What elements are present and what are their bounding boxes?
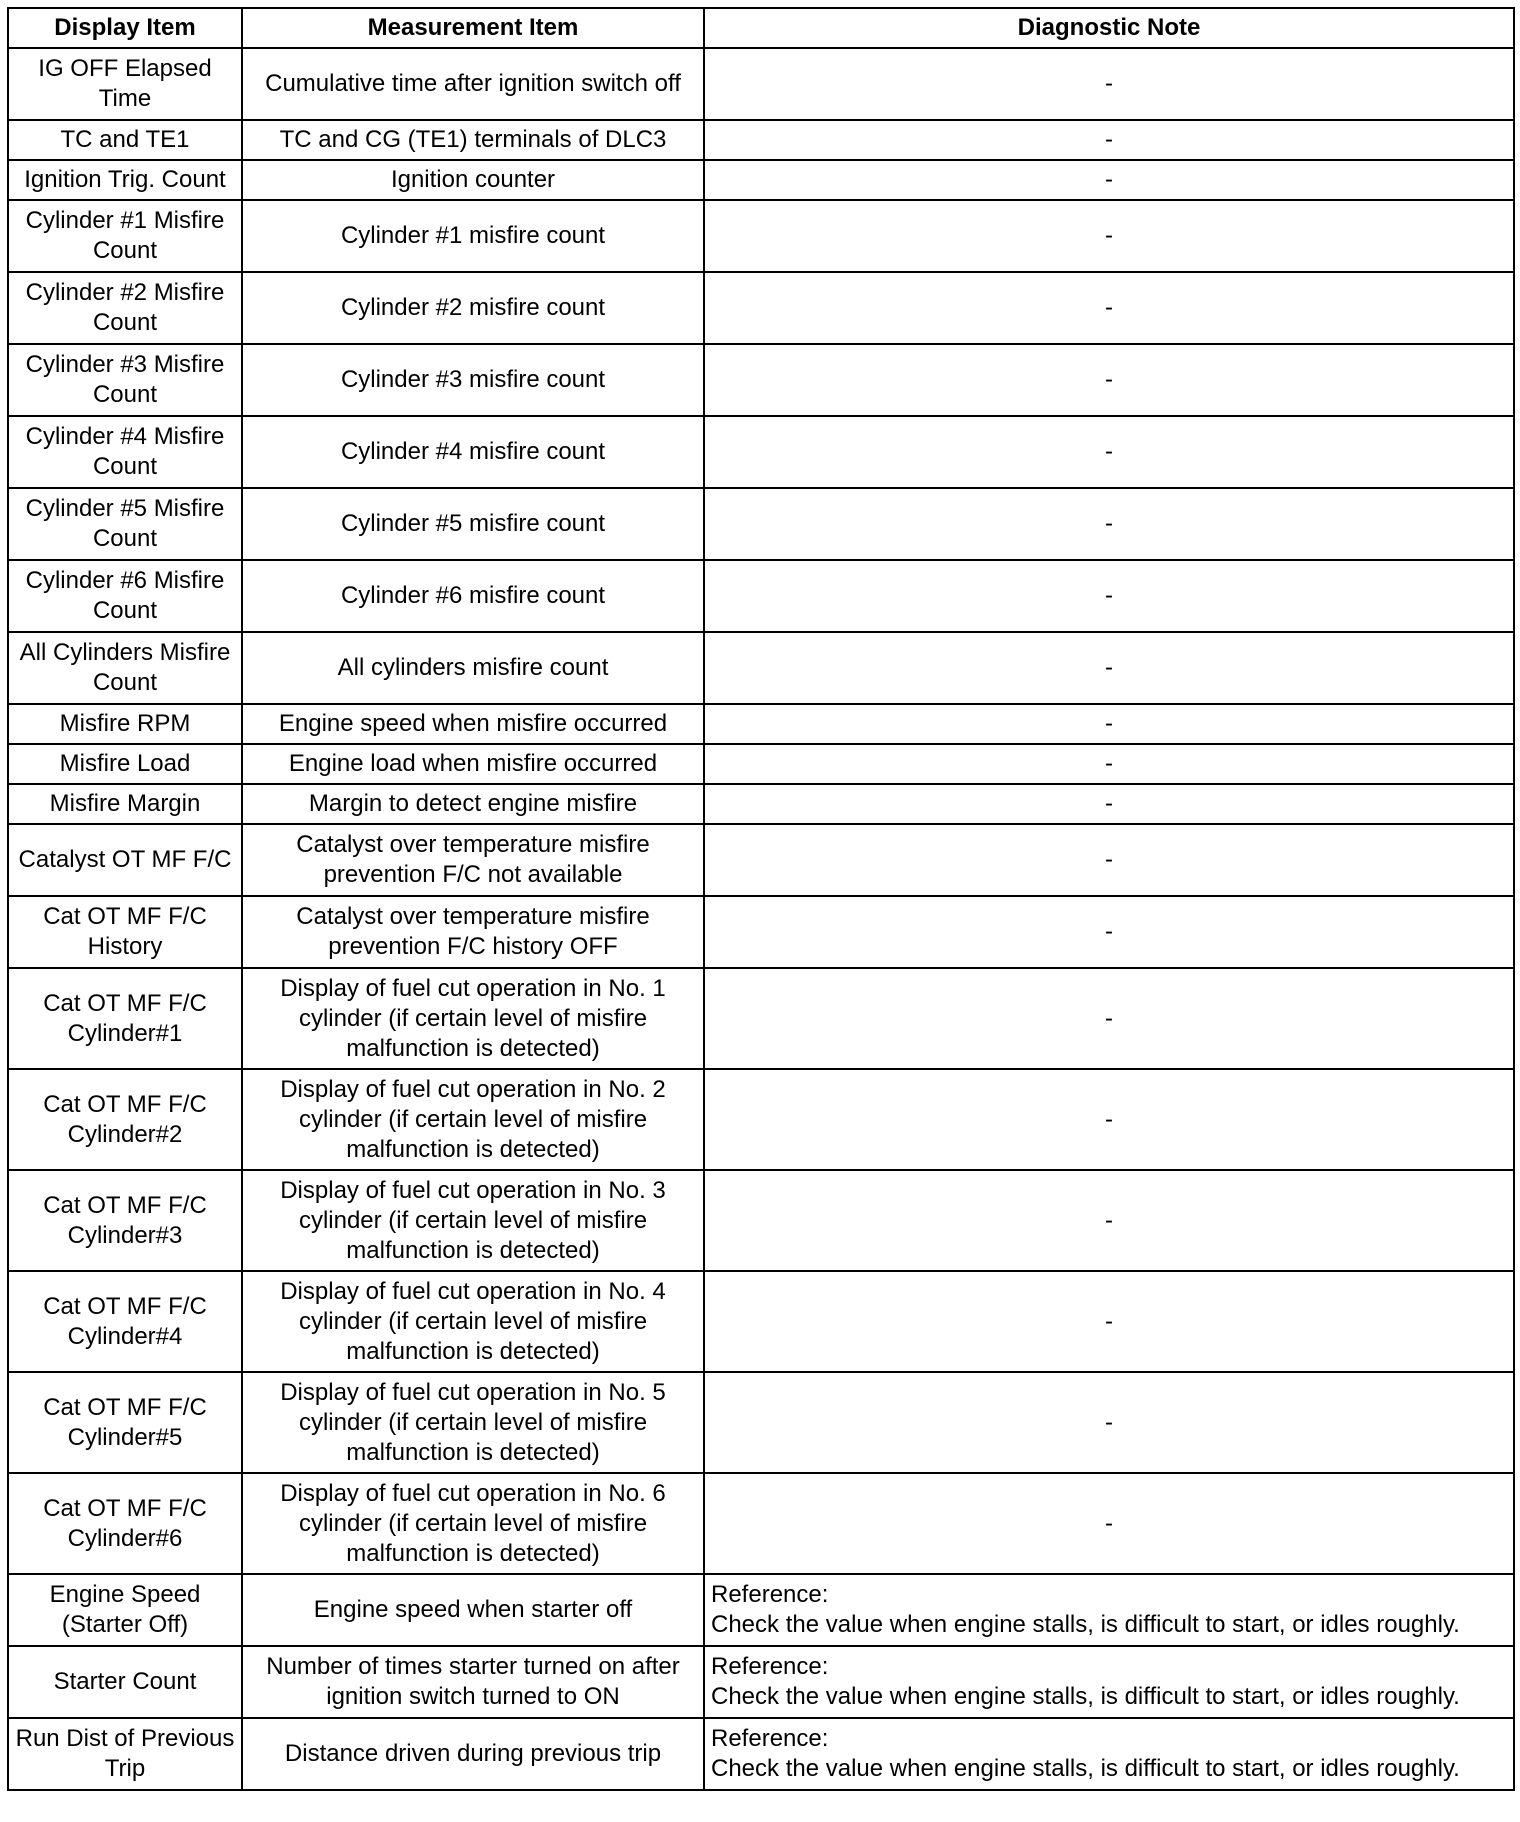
table-row (8, 488, 1514, 560)
display-item-cell: Catalyst OT MF F/C (8, 824, 242, 896)
measurement-item-cell: Display of fuel cut operation in No. 6 cylinder (if certain level of misfire malfunction is detected) (242, 1473, 704, 1574)
note-reference-label: Reference: (711, 1581, 829, 1608)
display-item-cell: Ignition Trig. Count (8, 160, 242, 200)
data-list-table (7, 7, 1515, 1791)
display-item-cell: Cat OT MF F/C Cylinder#3 (8, 1170, 242, 1271)
diagnostic-note-cell: - (704, 744, 1514, 784)
table-row (8, 1646, 1514, 1718)
display-item-cell: Engine Speed (Starter Off) (8, 1574, 242, 1646)
table-row (8, 632, 1514, 704)
data-list-table-container (7, 7, 1513, 1791)
display-item-cell: Cylinder #5 Misfire Count (8, 488, 242, 560)
diagnostic-note-cell (704, 1718, 1514, 1790)
table-row (8, 160, 1514, 200)
table-row (8, 704, 1514, 744)
diagnostic-note-cell: - (704, 824, 1514, 896)
measurement-item-cell: Catalyst over temperature misfire prevention F/C not available (242, 824, 704, 896)
display-item-cell: Cylinder #1 Misfire Count (8, 200, 242, 272)
table-row (8, 48, 1514, 120)
measurement-item-cell: Engine speed when misfire occurred (242, 704, 704, 744)
diagnostic-note-cell: - (704, 560, 1514, 632)
note-reference-text: Check the value when engine stalls, is difficult to start, or idles roughly. (711, 1683, 1460, 1710)
measurement-item-cell: Engine load when misfire occurred (242, 744, 704, 784)
measurement-item-cell: Cumulative time after ignition switch off (242, 48, 704, 120)
diagnostic-note-cell: - (704, 48, 1514, 120)
diagnostic-note-cell: - (704, 632, 1514, 704)
display-item-cell: Run Dist of Previous Trip (8, 1718, 242, 1790)
measurement-item-cell: Cylinder #2 misfire count (242, 272, 704, 344)
diagnostic-note-cell: - (704, 200, 1514, 272)
measurement-item-cell: Distance driven during previous trip (242, 1718, 704, 1790)
measurement-item-cell: All cylinders misfire count (242, 632, 704, 704)
table-row (8, 1271, 1514, 1372)
diagnostic-note-cell: - (704, 968, 1514, 1069)
display-item-cell: Misfire RPM (8, 704, 242, 744)
diagnostic-note-cell: - (704, 704, 1514, 744)
header-row (8, 8, 1514, 48)
table-row (8, 1473, 1514, 1574)
table-row (8, 968, 1514, 1069)
diagnostic-note-cell (704, 1646, 1514, 1718)
diagnostic-note-cell: - (704, 488, 1514, 560)
measurement-item-cell: Cylinder #6 misfire count (242, 560, 704, 632)
table-row (8, 416, 1514, 488)
diagnostic-note-cell: - (704, 344, 1514, 416)
display-item-cell: Cat OT MF F/C Cylinder#5 (8, 1372, 242, 1473)
display-item-cell: Cat OT MF F/C Cylinder#2 (8, 1069, 242, 1170)
table-row (8, 120, 1514, 160)
diagnostic-note-cell: - (704, 1473, 1514, 1574)
header-display-item: Display Item (8, 8, 242, 48)
table-row (8, 1170, 1514, 1271)
measurement-item-cell: Cylinder #3 misfire count (242, 344, 704, 416)
display-item-cell: Cylinder #4 Misfire Count (8, 416, 242, 488)
diagnostic-note-cell: - (704, 120, 1514, 160)
display-item-cell: Cat OT MF F/C Cylinder#1 (8, 968, 242, 1069)
display-item-cell: Cylinder #3 Misfire Count (8, 344, 242, 416)
table-row (8, 272, 1514, 344)
measurement-item-cell: Cylinder #4 misfire count (242, 416, 704, 488)
display-item-cell: Cat OT MF F/C Cylinder#6 (8, 1473, 242, 1574)
table-row (8, 824, 1514, 896)
display-item-cell: All Cylinders Misfire Count (8, 632, 242, 704)
display-item-cell: TC and TE1 (8, 120, 242, 160)
header-measurement-item: Measurement Item (242, 8, 704, 48)
table-row (8, 200, 1514, 272)
diagnostic-note-cell: - (704, 1170, 1514, 1271)
measurement-item-cell: Number of times starter turned on after ignition switch turned to ON (242, 1646, 704, 1718)
table-row (8, 1574, 1514, 1646)
table-row (8, 344, 1514, 416)
diagnostic-note-cell: - (704, 1372, 1514, 1473)
display-item-cell: Cylinder #2 Misfire Count (8, 272, 242, 344)
display-item-cell: IG OFF Elapsed Time (8, 48, 242, 120)
diagnostic-note-cell: - (704, 272, 1514, 344)
note-reference-label: Reference: (711, 1653, 829, 1680)
note-reference-label: Reference: (711, 1725, 829, 1752)
measurement-item-cell: Display of fuel cut operation in No. 4 cylinder (if certain level of misfire malfunction is detected) (242, 1271, 704, 1372)
display-item-cell: Misfire Margin (8, 784, 242, 824)
measurement-item-cell: Display of fuel cut operation in No. 1 cylinder (if certain level of misfire malfunction is detected) (242, 968, 704, 1069)
table-row (8, 1718, 1514, 1790)
measurement-item-cell: Cylinder #1 misfire count (242, 200, 704, 272)
diagnostic-note-cell: - (704, 1069, 1514, 1170)
measurement-item-cell: Cylinder #5 misfire count (242, 488, 704, 560)
display-item-cell: Cat OT MF F/C History (8, 896, 242, 968)
table-row (8, 896, 1514, 968)
measurement-item-cell: Catalyst over temperature misfire prevention F/C history OFF (242, 896, 704, 968)
diagnostic-note-cell (704, 1574, 1514, 1646)
header-diagnostic-note: Diagnostic Note (704, 8, 1514, 48)
measurement-item-cell: Ignition counter (242, 160, 704, 200)
table-row (8, 1372, 1514, 1473)
diagnostic-note-cell: - (704, 1271, 1514, 1372)
table-row (8, 784, 1514, 824)
display-item-cell: Misfire Load (8, 744, 242, 784)
display-item-cell: Starter Count (8, 1646, 242, 1718)
table-row (8, 744, 1514, 784)
diagnostic-note-cell: - (704, 784, 1514, 824)
measurement-item-cell: Display of fuel cut operation in No. 3 cylinder (if certain level of misfire malfunction is detected) (242, 1170, 704, 1271)
display-item-cell: Cylinder #6 Misfire Count (8, 560, 242, 632)
measurement-item-cell: Display of fuel cut operation in No. 2 cylinder (if certain level of misfire malfunction is detected) (242, 1069, 704, 1170)
note-reference-text: Check the value when engine stalls, is difficult to start, or idles roughly. (711, 1755, 1460, 1782)
measurement-item-cell: Display of fuel cut operation in No. 5 cylinder (if certain level of misfire malfunction is detected) (242, 1372, 704, 1473)
diagnostic-note-cell: - (704, 160, 1514, 200)
note-reference-text: Check the value when engine stalls, is difficult to start, or idles roughly. (711, 1611, 1460, 1638)
measurement-item-cell: TC and CG (TE1) terminals of DLC3 (242, 120, 704, 160)
display-item-cell: Cat OT MF F/C Cylinder#4 (8, 1271, 242, 1372)
diagnostic-note-cell: - (704, 896, 1514, 968)
measurement-item-cell: Engine speed when starter off (242, 1574, 704, 1646)
table-row (8, 560, 1514, 632)
measurement-item-cell: Margin to detect engine misfire (242, 784, 704, 824)
diagnostic-note-cell: - (704, 416, 1514, 488)
table-row (8, 1069, 1514, 1170)
